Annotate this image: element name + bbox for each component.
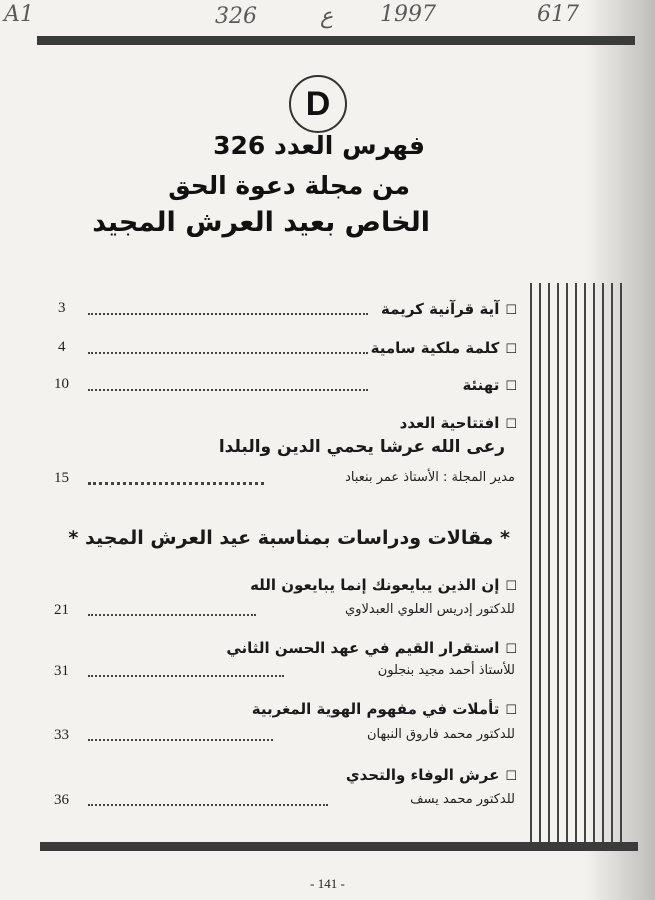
toc-entry-title: تأملات في مفهوم الهوية المغربية (251, 700, 500, 718)
toc-entry[interactable] (381, 299, 517, 318)
section-heading: * مقالات ودراسات بمناسبة عيد العرش المجيد * (68, 527, 510, 549)
toc-entry-author: للدكتور إدريس العلوي العبدلاوي (345, 602, 515, 617)
toc-entry-title: افتتاحية العدد (399, 414, 500, 432)
checkbox-icon: ☐ (505, 379, 517, 394)
toc-page-number: 31 (54, 663, 69, 679)
handwritten-letter: ع (320, 4, 334, 29)
toc-entry-title: كلمة ملكية سامية (370, 339, 500, 357)
toc-entry-title: استقرار القيم في عهد الحسن الثاني (226, 639, 500, 657)
toc-entry-title: عرش الوفاء والتحدي (345, 766, 500, 784)
handwritten-code: 617 (537, 2, 579, 27)
page-title: فهرس العدد 326 (213, 131, 425, 160)
checkbox-icon: ☐ (505, 579, 517, 594)
top-rule (37, 36, 635, 45)
toc-entry-subtitle: رعى الله عرشا يحمي الدين والبلدا (218, 437, 505, 457)
toc-entry[interactable] (346, 765, 517, 784)
handwritten-a1: A1 (4, 2, 34, 27)
checkbox-icon: ☐ (505, 417, 517, 432)
toc-page-number: 10 (54, 376, 69, 392)
leader-dots (88, 352, 368, 354)
toc-entry[interactable] (252, 699, 517, 718)
leader-dots (88, 389, 368, 391)
checkbox-icon: ☐ (505, 303, 517, 318)
toc-page-number: 15 (54, 470, 69, 486)
toc-entry-author: للدكتور محمد يسف (410, 792, 515, 807)
decorative-vertical-lines (530, 283, 625, 843)
handwritten-year: 1997 (380, 2, 436, 27)
toc-entry-title: تهنئة (462, 376, 500, 394)
toc-page-number: 21 (54, 602, 69, 618)
checkbox-icon: ☐ (505, 642, 517, 657)
toc-entry[interactable] (226, 638, 517, 657)
toc-page-number: 33 (54, 727, 69, 743)
leader-dots (88, 482, 264, 485)
page-number-footer: - 141 - (310, 876, 345, 891)
checkbox-icon: ☐ (505, 703, 517, 718)
checkbox-icon: ☐ (505, 769, 517, 784)
toc-entry-title: آية قرآنية كريمة (381, 300, 500, 318)
bottom-rule (40, 842, 638, 851)
toc-entry-author: للدكتور محمد فاروق النبهان (366, 727, 515, 742)
page-title-line2: من مجلة دعوة الحق (168, 171, 410, 200)
toc-entry-title: إن الذين يبايعونك إنما يبايعون الله (250, 576, 500, 594)
leader-dots (88, 739, 273, 741)
toc-page-number: 4 (58, 339, 66, 355)
toc-page-number: 36 (54, 792, 69, 808)
checkbox-icon: ☐ (505, 342, 517, 357)
handwritten-issue-number: 326 (215, 4, 257, 29)
badge-letter: D (305, 84, 331, 123)
toc-entry-author: للأستاذ أحمد مجيد بنجلون (377, 663, 515, 678)
toc-entry[interactable] (462, 375, 517, 394)
toc-entry[interactable] (250, 575, 517, 594)
section-badge (289, 75, 347, 133)
leader-dots (88, 313, 368, 315)
leader-dots (88, 675, 284, 677)
toc-entry[interactable] (400, 413, 517, 432)
toc-entry[interactable] (371, 338, 517, 357)
page-title-line3: الخاص بعيد العرش المجيد (92, 207, 430, 238)
leader-dots (88, 614, 256, 616)
leader-dots (88, 804, 328, 806)
toc-entry-author: مدير المجلة : الأستاذ عمر بنعباد (345, 470, 515, 485)
toc-page-number: 3 (58, 300, 66, 316)
